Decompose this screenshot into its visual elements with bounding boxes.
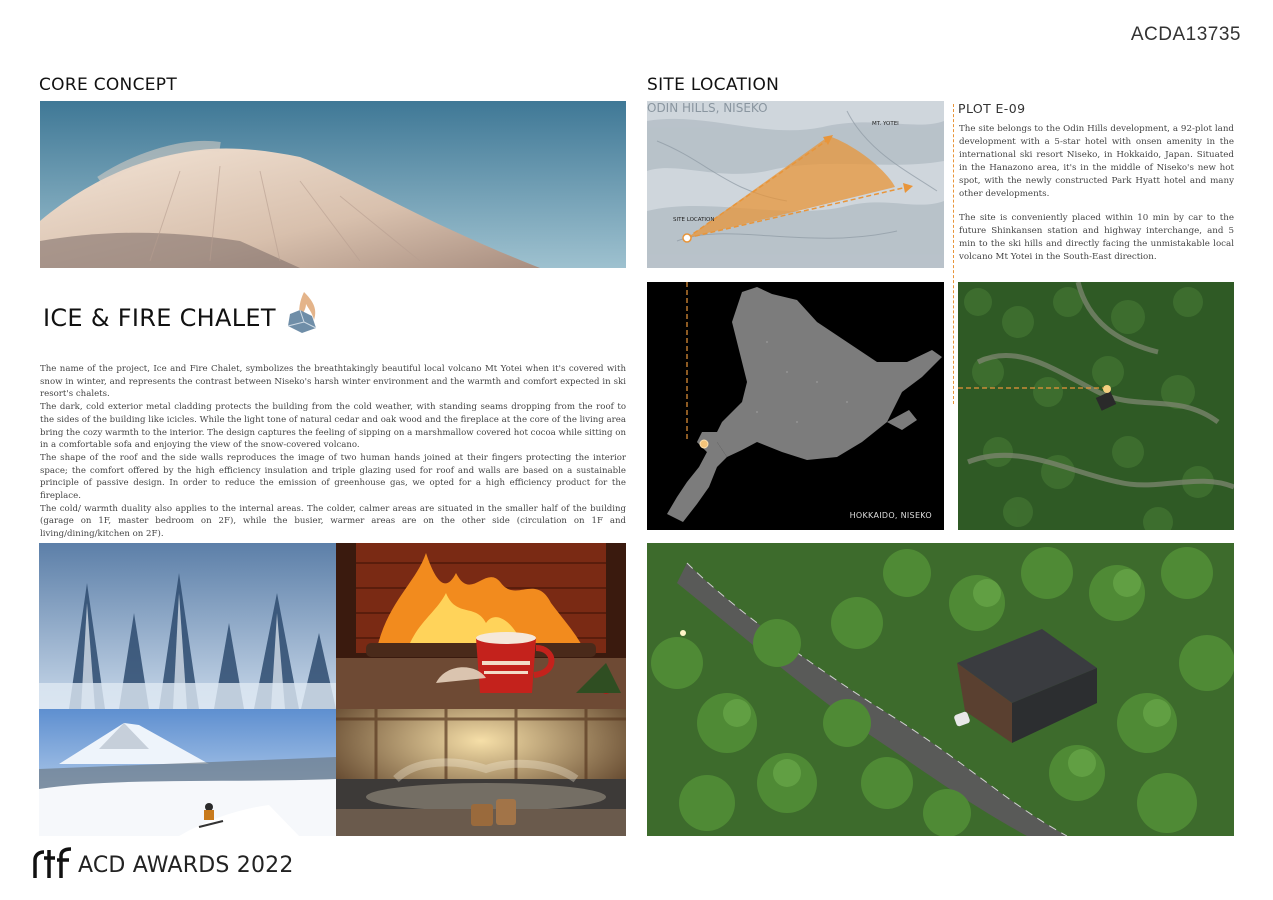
project-title: ICE & FIRE CHALET xyxy=(43,304,276,332)
skier-mountain-photo xyxy=(39,709,336,836)
acd-awards-brand: ACD AWARDS 2022 xyxy=(78,853,294,878)
concept-paragraph: The dark, cold exterior metal cladding protects the building from the cold weather, with standing seams dropping from the roof to the sides of the building like icicles. While the light tone of natural cedar and oak wood and the fireplace at the core of the living area bring the cozy warmth to the interior. The design captures the feeling of sipping on a marshmallow covered hot cocoa while sitting on in a comfortable sofa and enjoying the view of the snow-covered volcano. xyxy=(40,402,626,451)
ice-fire-logo-icon xyxy=(284,290,322,334)
odin-hills-aerial-map xyxy=(647,101,944,268)
fireplace-cocoa-photo xyxy=(336,543,626,709)
mt-yotei-photo xyxy=(40,101,626,268)
site-location-label: SITE LOCATION xyxy=(673,217,715,223)
map-caption: ODIN HILLS, NISEKO xyxy=(647,101,768,115)
plot-heading: PLOT E-09 xyxy=(958,101,1026,116)
plot-paragraph: The site is conveniently placed within 10 min by car to the future Shinkansen station and highway interchange, and 5 min to the ski hills and directly facing the unmistakable local volcano Mt Yotei in the South-East direction. xyxy=(959,213,1234,263)
concept-paragraph: The shape of the roof and the side walls reproduces the image of two human hands joined at their fingers protecting the interior space; the comfort offered by the high efficiency insulation and triple glazing used for roof and walls are based on a sustainable principle of passive design. In order to reduce the emission of greenhouse gas, we opted for a high efficiency product for the fireplace. xyxy=(40,452,626,502)
acd-logo-icon xyxy=(33,846,75,880)
hokkaido-map xyxy=(647,282,944,530)
plot-paragraph: The site belongs to the Odin Hills development, a 92-plot land development with a 5-star hotel with onsen amenity in the international ski resort Niseko, in Hokkaido, Japan. Situated in the Hanazono area, it's in the middle of Niseko's new hot spot, with the newly constructed Park Hyatt hotel and many other developments. xyxy=(959,124,1234,199)
concept-paragraph: The cold/ warmth duality also applies to the internal areas. The colder, calmer areas are situated in the smaller half of the building (garage on 1F, master bedroom on 2F), while the busier, warmer areas are on the other side (circulation on 1F and living/dining/kitchen on 2F). xyxy=(40,503,626,540)
project-code: ACDA13735 xyxy=(1130,24,1241,45)
leader-line-vertical xyxy=(953,104,954,404)
hokkaido-caption: HOKKAIDO, NISEKO xyxy=(849,511,932,520)
plot-aerial-photo xyxy=(958,282,1234,530)
core-concept-text xyxy=(40,363,626,541)
core-concept-heading: CORE CONCEPT xyxy=(39,75,178,95)
mt-yotei-label: MT. YOTEI xyxy=(872,121,899,127)
snow-forest-photo xyxy=(39,543,336,709)
plot-text xyxy=(959,123,1234,264)
onsen-photo xyxy=(336,709,626,836)
site-location-heading: SITE LOCATION xyxy=(647,75,780,95)
chalet-render-photo xyxy=(647,543,1234,836)
concept-paragraph: The name of the project, Ice and Fire Chalet, symbolizes the breathtakingly beautiful local volcano Mt Yotei when it's covered with snow in winter, and represents the contrast between Niseko's harsh winter environment and the warmth and comfort expected in ski resort's chalets. xyxy=(40,364,626,400)
